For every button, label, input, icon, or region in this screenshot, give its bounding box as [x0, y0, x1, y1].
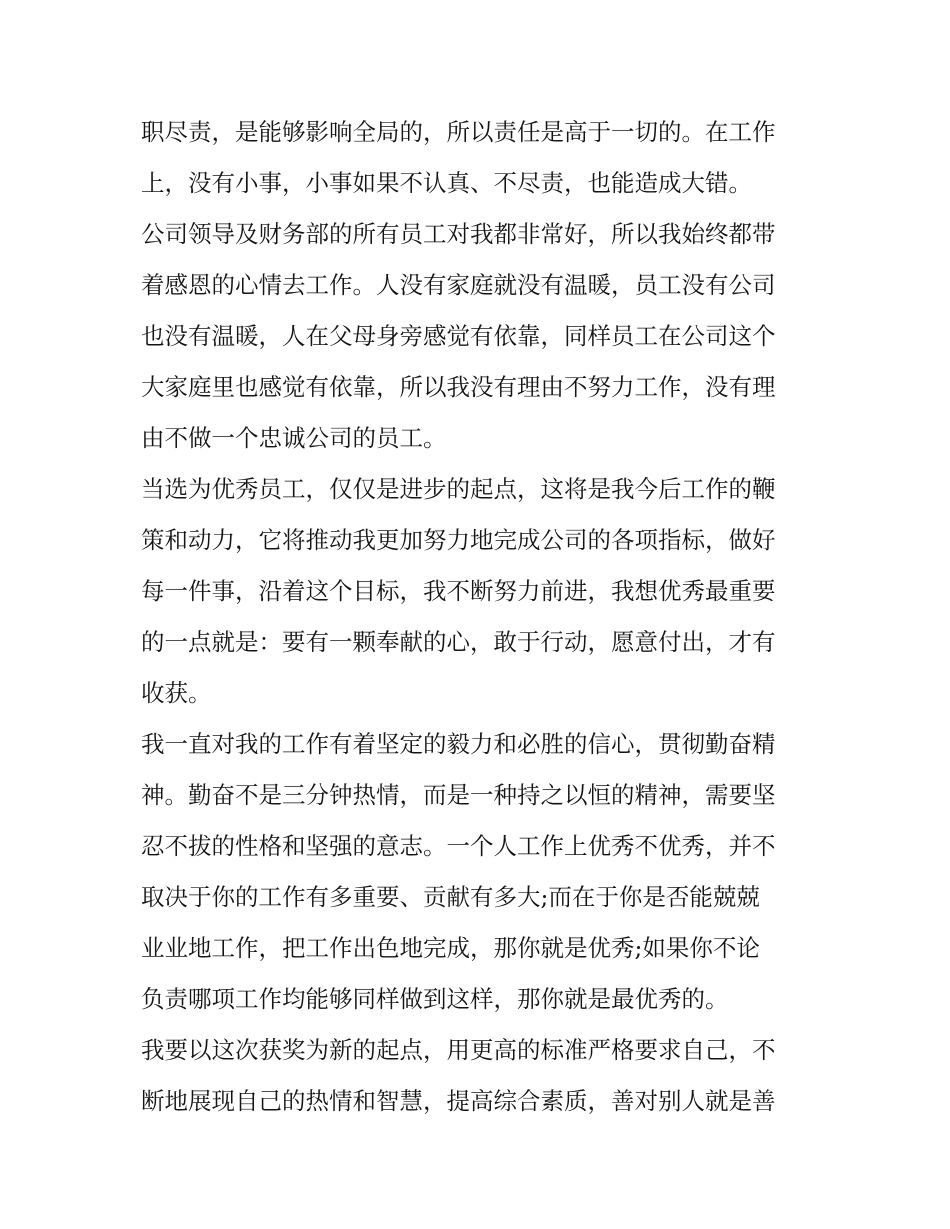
text-line-9: 策和动力，它将推动我更加努力地完成公司的各项指标，做好: [141, 526, 776, 554]
body-text: [141, 107, 821, 1127]
text-line-10: 每一件事，沿着这个目标，我不断努力前进，我想优秀最重要: [141, 577, 776, 605]
text-line-5: 也没有温暖，人在父母身旁感觉有依靠，同样员工在公司这个: [141, 322, 776, 350]
text-line-3: 公司领导及财务部的所有员工对我都非常好，所以我始终都带: [141, 220, 776, 248]
text-line-11: 的一点就是：要有一颗奉献的心，敢于行动，愿意付出，才有: [141, 628, 776, 656]
text-line-7: 由不做一个忠诚公司的员工。: [141, 424, 447, 452]
text-line-17: 业业地工作，把工作出色地完成，那你就是优秀;如果你不论: [141, 934, 760, 962]
text-line-16: 取决于你的工作有多重要、贡献有多大;而在于你是否能兢兢: [141, 883, 760, 911]
text-line-15: 忍不拔的性格和坚强的意志。一个人工作上优秀不优秀，并不: [141, 832, 776, 860]
text-line-2: 上，没有小事，小事如果不认真、不尽责，也能造成大错。: [141, 169, 752, 197]
text-line-18: 负责哪项工作均能够同样做到这样，那你就是最优秀的。: [141, 985, 729, 1013]
text-line-13: 我一直对我的工作有着坚定的毅力和必胜的信心，贯彻勤奋精: [141, 730, 776, 758]
text-line-8: 当选为优秀员工，仅仅是进步的起点，这将是我今后工作的鞭: [141, 475, 776, 503]
text-line-20: 断地展现自己的热情和智慧，提高综合素质，善对别人就是善: [141, 1087, 776, 1115]
text-line-6: 大家庭里也感觉有依靠，所以我没有理由不努力工作，没有理: [141, 373, 776, 401]
text-line-12: 收获。: [141, 679, 212, 707]
text-line-4: 着感恩的心情去工作。人没有家庭就没有温暖，员工没有公司: [141, 271, 776, 299]
text-line-1: 职尽责，是能够影响全局的，所以责任是高于一切的。在工作: [141, 118, 776, 146]
text-line-19: 我要以这次获奖为新的起点，用更高的标准严格要求自己，不: [141, 1036, 776, 1064]
text-line-14: 神。勤奋不是三分钟热情，而是一种持之以恒的精神，需要坚: [141, 781, 776, 809]
